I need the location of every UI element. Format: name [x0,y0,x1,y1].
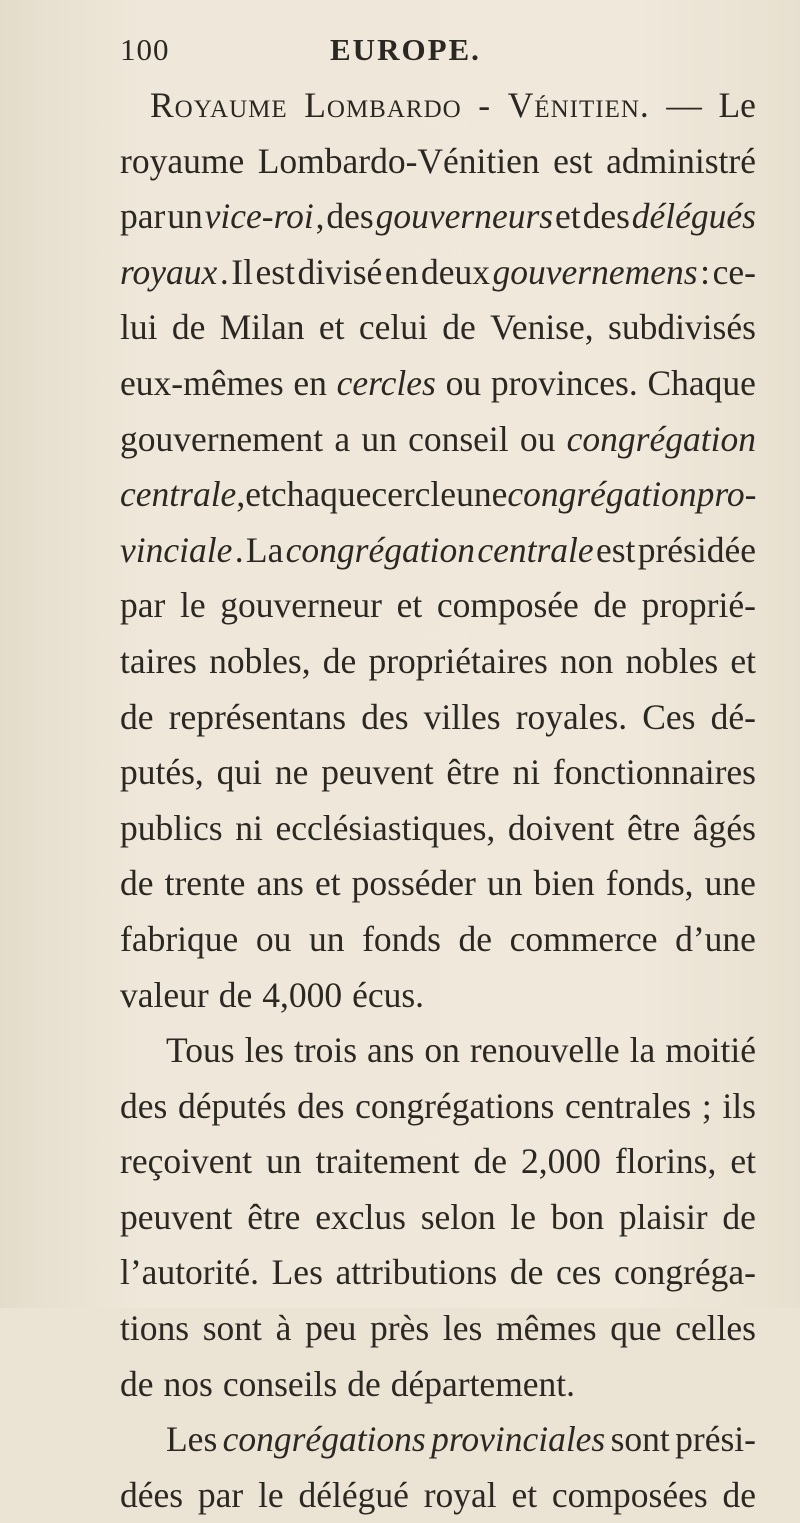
word: Milan [219,307,305,348]
word: ans [367,1030,415,1071]
word: fabrique [120,918,239,959]
body-text [120,78,756,1523]
word: 2,000 [520,1141,601,1182]
word: gouverneurs [375,196,554,237]
word: de [458,918,493,959]
word: commerce [509,918,658,959]
word: attributions [335,1252,498,1293]
word: provinces. [490,362,638,403]
word: lui [120,307,158,348]
word: prési- [675,1419,756,1460]
word: villes [423,696,501,737]
word: deux [420,251,490,292]
text-line [120,690,756,746]
word: de [322,640,357,681]
text-line [120,1134,756,1190]
word: et [555,196,581,237]
word: conseils [222,1363,338,1404]
word: royaux [120,251,218,292]
word: : [700,251,711,292]
word: peu [305,1308,357,1349]
word: bien [533,863,595,904]
word: délégué [298,1474,409,1515]
text-line [120,134,756,190]
text-line [120,1190,756,1246]
word: qui [216,752,263,793]
word: chaque [270,474,372,515]
word: ces [556,1252,602,1293]
word: et [245,474,271,515]
word: tions [120,1308,190,1349]
word: un [266,1141,302,1182]
word: sont [202,1308,262,1349]
word: gouvernement [120,418,324,459]
text-line [120,300,756,356]
word: une [456,474,508,515]
word: cercles [336,362,436,403]
word: congrégations [355,1085,555,1126]
word: par [120,196,166,237]
word: la [629,1030,656,1071]
word: — [666,85,702,125]
word: Lombardo-Vénitien [257,140,540,181]
word: de [120,1363,154,1404]
word: de [120,863,154,904]
word: trente [164,863,246,904]
word: de [593,585,627,626]
word: le [258,1474,284,1515]
word: dé- [710,696,756,737]
word: congrégation [507,474,697,515]
word: une [704,863,756,904]
word: composées [551,1474,708,1515]
word: un [167,196,203,237]
text-line [120,412,756,468]
word: Lombardo [304,85,462,125]
word: nos [163,1363,213,1404]
text-line [120,578,756,634]
word: conseil [408,418,509,459]
word: cercle [371,474,457,515]
word: ou [519,418,556,459]
word: peuvent [321,752,434,793]
word: de [509,1252,544,1293]
word: ils [722,1085,756,1126]
word: Les [271,1252,323,1293]
word: . [219,251,229,292]
word: Tous [166,1030,235,1071]
word: pro- [696,474,757,515]
word: Venise, [490,307,594,348]
word: de [722,1196,756,1237]
word: royales. [515,696,628,737]
word: reçoivent [120,1141,253,1182]
word: des [582,196,630,237]
word: trois [293,1030,358,1071]
text-line [120,1079,756,1135]
word: eux-mêmes [120,362,284,403]
word: ou [255,918,292,959]
page-number: 100 [120,32,170,67]
text-line [120,467,756,523]
word: être [247,1196,301,1237]
text-line [120,1245,756,1301]
word: le [510,1196,537,1237]
word: , [236,474,246,515]
word: mêmes [495,1308,597,1349]
word: royal [423,1474,497,1515]
word: renouvelle [469,1030,620,1071]
word: par [120,585,166,626]
word: Vénitien. [507,85,650,125]
word: de [218,974,253,1015]
text-line [120,1412,756,1468]
word: posséder [351,863,476,904]
word: provinciales [431,1419,606,1460]
word: et [730,1141,756,1182]
word: ans [256,863,304,904]
word: florins, [614,1141,717,1182]
word: à [275,1308,292,1349]
word: doivent [507,807,615,848]
word: fonctionnaires [552,752,756,793]
word: congrégations [222,1419,426,1460]
word: département. [390,1363,576,1404]
word: être [446,752,500,793]
word: près [370,1308,430,1349]
word: subdivisés [608,307,756,348]
word: les [442,1308,483,1349]
word: des [326,196,374,237]
word: par [197,1474,244,1515]
word: putés, [120,752,204,793]
word: âgés [692,807,756,848]
word: dées [120,1474,184,1515]
word: et [730,640,756,681]
word: et [396,585,423,626]
word: centrale [120,474,237,515]
word: moitié [665,1030,756,1071]
word: les [244,1030,284,1071]
word: centrale [477,529,594,570]
word: ou [445,362,482,403]
word: a [334,418,351,459]
word: en [384,251,419,292]
word: La [245,529,284,570]
word: de [347,1363,381,1404]
word: ni [235,807,263,848]
word: est [255,251,295,292]
word: et [314,863,341,904]
word: valeur [120,974,209,1015]
word: délégués [631,196,756,237]
word: gouvernemens [492,251,698,292]
word: ce- [712,251,756,292]
word: nobles [625,640,719,681]
word: peuvent [120,1196,233,1237]
word: ni [512,752,541,793]
word: gouverneur [220,585,382,626]
word: congrégation [285,529,475,570]
word: ; [701,1085,712,1126]
word: en [293,362,327,403]
word: que [610,1308,662,1349]
word: bon [550,1196,605,1237]
word: proprié- [641,585,756,626]
word: est [553,140,593,181]
word: des [120,1085,168,1126]
word: fonds [362,918,441,959]
word: nobles, [209,640,311,681]
word: propriétaires [368,640,548,681]
word: on [424,1030,460,1071]
word: plaisir [618,1196,708,1237]
word: ecclésiastiques, [275,807,496,848]
text-line [120,634,756,690]
word: . [234,529,244,570]
word: 4,000 [262,974,343,1015]
text-line [120,912,756,968]
word: être [627,807,681,848]
word: d’une [675,918,756,959]
word: non [560,640,614,681]
text-line [120,1023,756,1079]
text-line [120,801,756,857]
word: celles [675,1308,756,1349]
word: représentans [168,696,347,737]
word: un [308,918,345,959]
word: et [318,307,345,348]
word: un [486,863,523,904]
word: selon [420,1196,496,1237]
word: Ces [642,696,696,737]
word: fonds, [605,863,694,904]
word: de [120,696,154,737]
page-header [120,32,756,78]
word: traitement [315,1141,460,1182]
word: royaume [120,140,245,181]
word: et [511,1474,538,1515]
word: centrales [565,1085,692,1126]
word: des [361,696,409,737]
word: est [595,529,636,570]
text-line [120,745,756,801]
word: écus. [352,974,425,1015]
word: de [171,307,206,348]
word: vinciale [120,529,233,570]
text-line [120,856,756,912]
word: - [478,85,492,125]
text-line [120,968,756,1024]
word: de [442,307,476,348]
word: le [179,585,206,626]
word: Chaque [647,362,756,403]
word: celui [358,307,428,348]
text-line [120,356,756,412]
text-line [120,523,756,579]
word: de [473,1141,507,1182]
word: sont [610,1419,670,1460]
word: , [315,196,325,237]
word: publics [120,807,223,848]
text-line [120,1301,756,1357]
word: Royaume [150,85,288,125]
word: congrégation [566,418,756,459]
word: de [722,1474,756,1515]
word: un [361,418,397,459]
text-line [120,245,756,301]
word: ne [274,752,309,793]
text-line [120,1468,756,1523]
word: congréga- [614,1252,756,1293]
word: présidée [637,529,756,570]
word: exclus [315,1196,406,1237]
text-line [120,189,756,245]
text-line [120,1357,756,1413]
word: administré [606,140,756,181]
word: députés [178,1085,287,1126]
word: divisé [297,251,383,292]
word: l’autorité. [120,1252,259,1293]
word: Le [718,85,756,125]
word: Les [166,1419,218,1460]
text-line [120,78,756,134]
word: des [297,1085,345,1126]
word: Il [231,251,253,292]
running-head: EUROPE. [330,32,481,67]
word: taires [120,640,197,681]
word: vice-roi [204,196,314,237]
word: composée [436,585,579,626]
